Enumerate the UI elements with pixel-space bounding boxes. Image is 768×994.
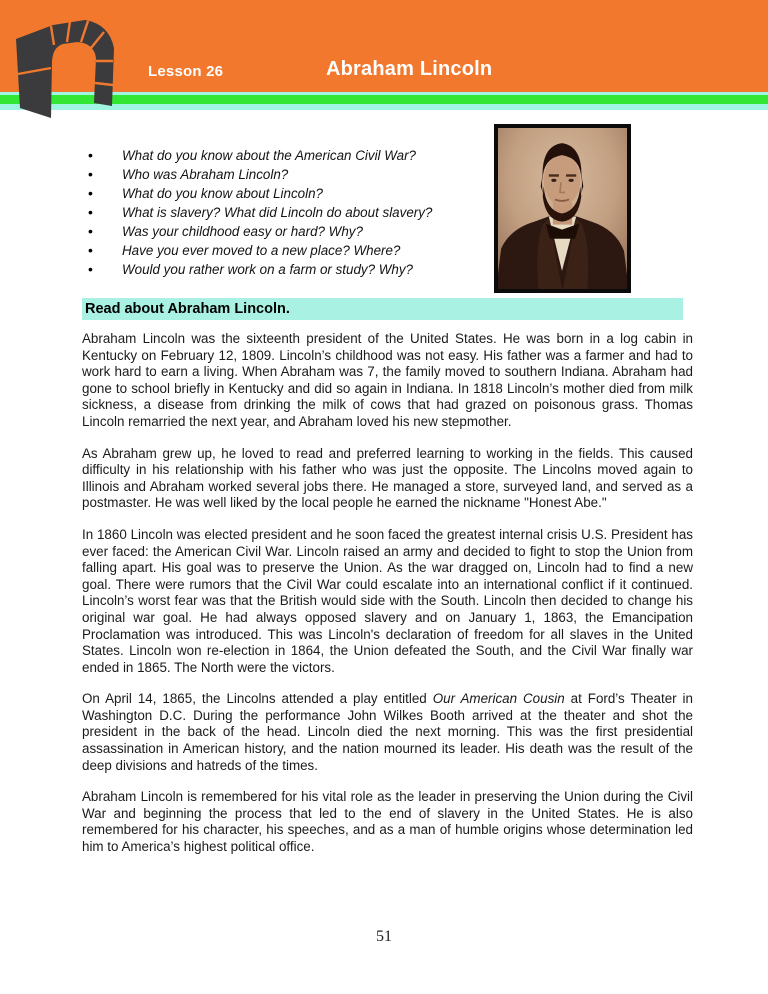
- question-item: [88, 241, 498, 260]
- paragraph-text: As Abraham grew up, he loved to read and preferred learning to working in the fields. This caused difficulty in his relationship with his father who was just the opposite. The Lincolns moved again to Illinois and Abraham worked several jobs there. He managed a store, surveyed land, and served as a postmaster. He was well liked by the local people he earned the nickname "Honest Abe.": [82, 445, 693, 511]
- question-item: [88, 260, 498, 279]
- question-text: What do you know about Lincoln?: [122, 186, 323, 201]
- question-text: Who was Abraham Lincoln?: [122, 167, 289, 182]
- question-text: What is slavery? What did Lincoln do about slavery?: [122, 205, 433, 220]
- paragraph: [82, 446, 693, 512]
- question-list: [88, 146, 498, 279]
- stone-arch-logo-icon: [11, 12, 121, 120]
- paragraph: [82, 331, 693, 431]
- question-item: [88, 222, 498, 241]
- page-number: 51: [376, 928, 392, 945]
- paragraph-text: On April 14, 1865, the Lincolns attended a play entitled: [82, 691, 433, 707]
- lesson-label: Lesson 26: [148, 63, 224, 80]
- paragraph-text: Abraham Lincoln was the sixteenth president of the United States. He was born in a log cabin in Kentucky on February 12, 1809. Lincoln’s childhood was not easy. His father was a farmer and had to work hard to earn a living. When Abraham was 7, the family moved to southern Indiana. Abraham had gone to school briefly in Kentucky and did so again in Indiana. In 1818 Lincoln’s mother died from milk sickness, a disease from drinking the milk of cows that had grazed on poisonous grass. Thomas Lincoln remarried the next year, and Abraham loved his new stepmother.: [82, 331, 693, 429]
- question-item: [88, 203, 498, 222]
- bullet-icon: •: [88, 147, 93, 163]
- paragraph-text: at Ford’s Theater in Washington D.C. During the performance John Wilkes Booth arrived at the theater and shot the president in the back of the head. Lincoln died the next morning. This was the first presidential assassination in American history, and the nation mourned its leader. His death was the result of the deep divisions and hatreds of the times.: [82, 691, 693, 773]
- question-item: [88, 146, 498, 165]
- page-title: Abraham Lincoln: [326, 58, 493, 80]
- paragraph: [82, 691, 693, 774]
- bullet-icon: •: [88, 223, 93, 239]
- question-item: [88, 184, 498, 203]
- bullet-icon: •: [88, 166, 93, 182]
- bullet-icon: •: [88, 261, 93, 277]
- question-text: What do you know about the American Civil War?: [122, 148, 416, 163]
- paragraph: [82, 527, 693, 676]
- question-text: Have you ever moved to a new place? Where?: [122, 243, 401, 258]
- question-text: Was your childhood easy or hard? Why?: [122, 224, 363, 239]
- italic-phrase: Our American Cousin: [432, 691, 565, 707]
- article-body: [82, 331, 693, 871]
- question-text: Would you rather work on a farm or study? Why?: [122, 262, 413, 277]
- question-item: [88, 165, 498, 184]
- paragraph: [82, 789, 693, 855]
- lincoln-portrait: [494, 124, 631, 293]
- bullet-icon: •: [88, 185, 93, 201]
- bullet-icon: •: [88, 242, 93, 258]
- section-heading: Read about Abraham Lincoln.: [82, 298, 683, 320]
- paragraph-text: In 1860 Lincoln was elected president and he soon faced the greatest internal crisis U.S. President has ever faced: the American Civil War. Lincoln raised an army and decided to fight to stop the Union from falling apart. His goal was to preserve the Union. As the war dragged on, Lincoln had to find a new goal. There were rumors that the Civil War could escalate into an international conflict if it continued. Lincoln’s worst fear was that the British would side with the South. Lincoln then decided to change his original war goal. He had always opposed slavery and on January 1, 1863, the Emancipation Proclamation was introduced. This was Lincoln's declaration of freedom for all slaves in the United States. Lincoln won re-election in 1864, the Union defeated the South, and the Civil War finally war ended in 1865. The North were the victors.: [82, 526, 693, 675]
- paragraph-text: Abraham Lincoln is remembered for his vital role as the leader in preserving the Union during the Civil War and beginning the process that led to the end of slavery in the United States. He is also remembered for his character, his speeches, and as a man of humble origins whose determination led him to America’s highest political office.: [82, 789, 693, 855]
- bullet-icon: •: [88, 204, 93, 220]
- lincoln-portrait-image: [498, 128, 627, 289]
